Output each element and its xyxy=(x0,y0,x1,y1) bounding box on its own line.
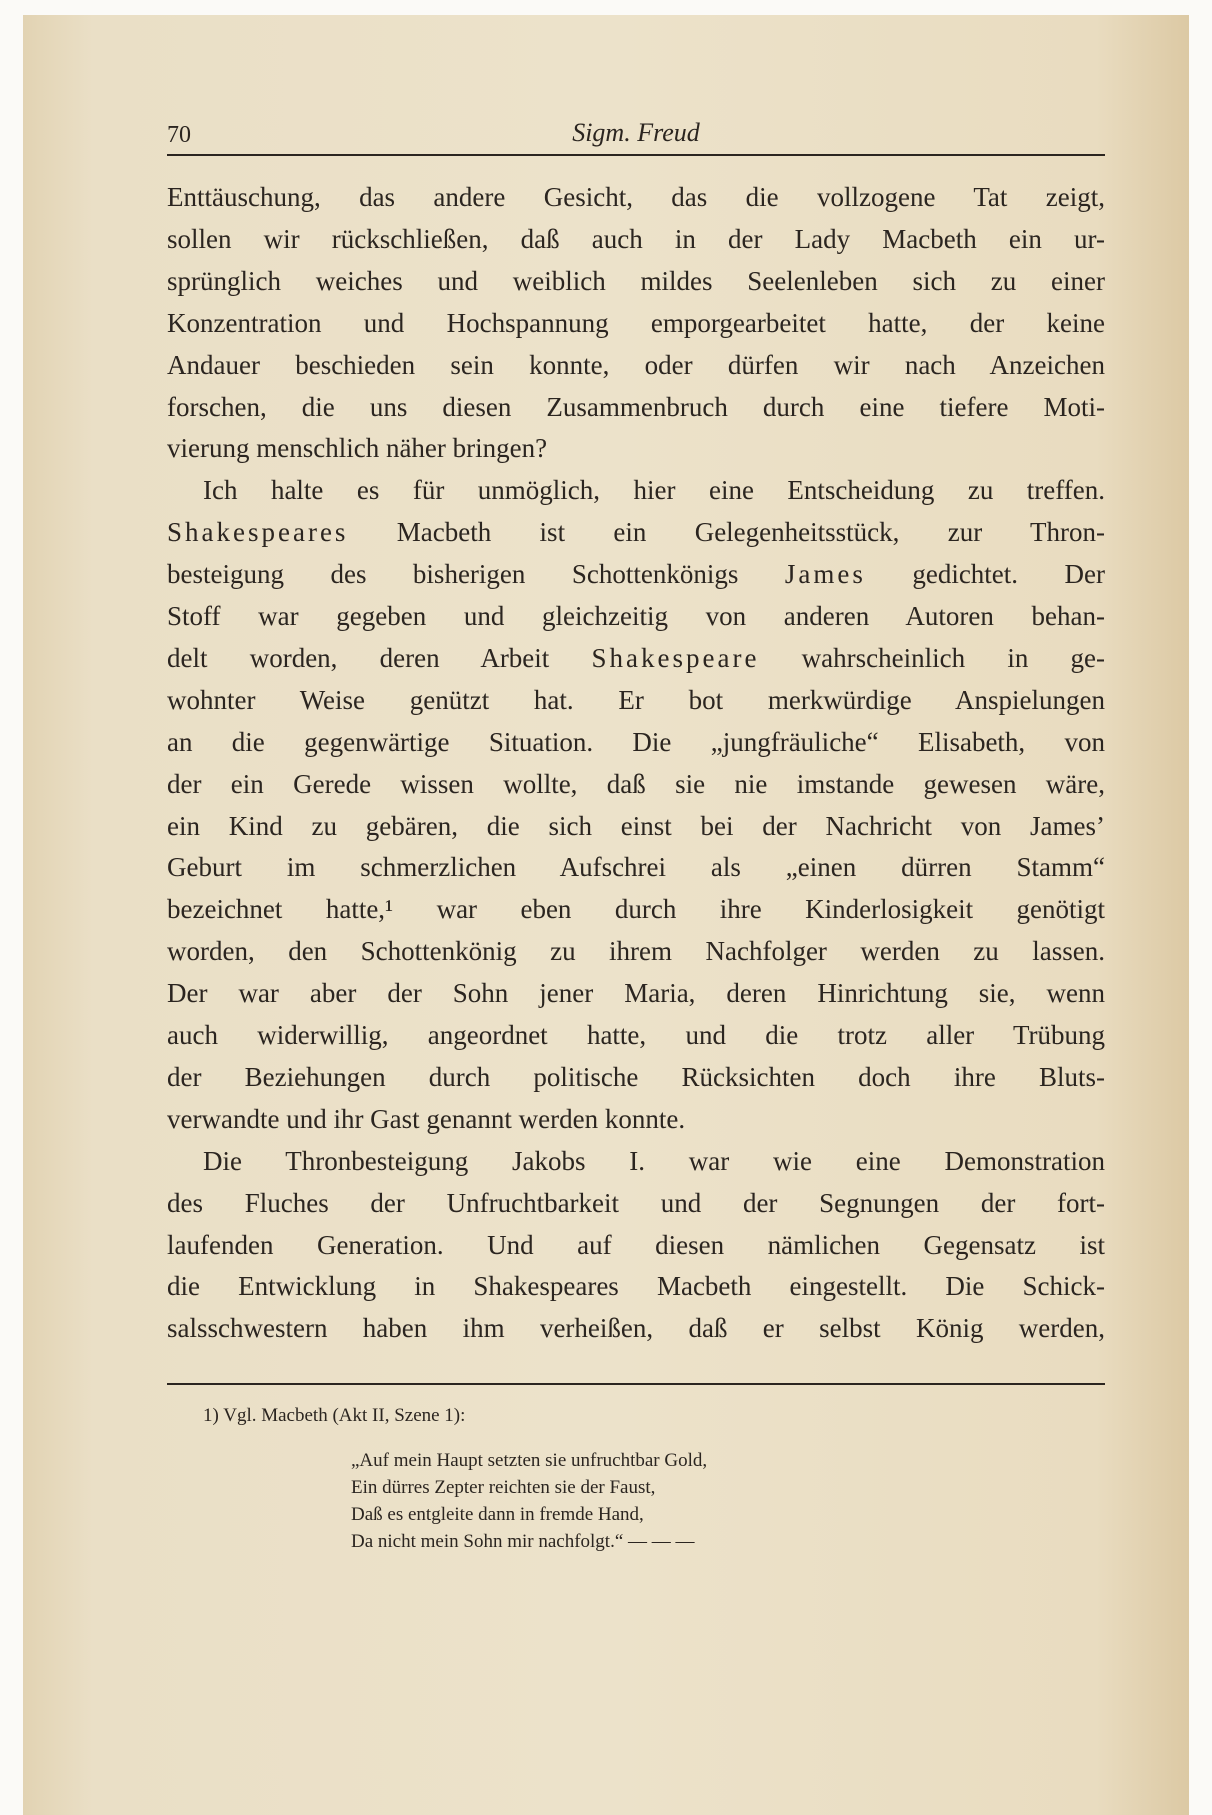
text-line: besteigung des bisherigen Schottenkönigs James gedichtet. Der xyxy=(167,559,1106,590)
text-line: delt worden, deren Arbeit Shakespeare wahrscheinlich in ge- xyxy=(167,642,1106,673)
text-line: der Beziehungen durch politische Rücksichten doch ihre Bluts- xyxy=(167,1061,1105,1092)
letterspaced-word: Shakespeare xyxy=(591,642,760,673)
footnote-verse-line: Da nicht mein Sohn mir nachfolgt.“ — — — xyxy=(351,1531,695,1552)
running-head: Sigm. Freud xyxy=(572,118,700,147)
footnote-rule xyxy=(167,1383,1105,1385)
letterspaced-word: James xyxy=(784,559,866,590)
text-line: forschen, die uns diesen Zusammenbruch durch eine tiefere Moti- xyxy=(167,391,1105,422)
text-line: bezeichnet hatte,¹ war eben durch ihre Kinderlosigkeit genötigt xyxy=(167,894,1105,925)
footnote-verse-line: Daß es entgleite dann in fremde Hand, xyxy=(351,1504,644,1525)
text-line: laufenden Generation. Und auf diesen nämlichen Gegensatz ist xyxy=(167,1229,1105,1260)
text-line: der ein Gerede wissen wollte, daß sie nie imstande gewesen wäre, xyxy=(167,768,1105,799)
text-line: Stoff war gegeben und gleichzeitig von anderen Autoren behan- xyxy=(167,601,1105,631)
text-line: sollen wir rückschließen, daß auch in der Lady Macbeth ein ur- xyxy=(167,223,1105,254)
text-line: ein Kind zu gebären, die sich einst bei der Nachricht von James’ xyxy=(167,810,1105,841)
text-line: Andauer beschieden sein konnte, oder dürfen wir nach Anzeichen xyxy=(167,349,1105,380)
text-line: Der war aber der Sohn jener Maria, deren Hinrichtung sie, wenn xyxy=(167,978,1105,1009)
text-line: Konzentration und Hochspannung emporgearbeitet hatte, der keine xyxy=(167,307,1105,338)
text-line: Shakespeares Macbeth ist ein Gelegenheitsstück, zur Thron- xyxy=(167,517,1105,548)
text-line: Die Thronbesteigung Jakobs I. war wie eine Demonstration xyxy=(203,1145,1105,1176)
text-line: verwandte und ihr Gast genannt werden konnte. xyxy=(167,1103,686,1134)
text-line: vierung menschlich näher bringen? xyxy=(167,433,548,464)
text-line: Ich halte es für unmöglich, hier eine Entscheidung zu treffen. xyxy=(203,475,1105,506)
text-line: Geburt im schmerzlichen Aufschrei als „einen dürren Stamm“ xyxy=(167,852,1105,883)
footnote-verse-line: „Auf mein Haupt setzten sie unfruchtbar Gold, xyxy=(351,1450,708,1471)
page-header xyxy=(167,118,1105,152)
text-line: die Entwicklung in Shakespeares Macbeth eingestellt. Die Schick- xyxy=(167,1271,1105,1302)
text-line: salsschwestern haben ihm verheißen, daß er selbst König werden, xyxy=(167,1313,1105,1344)
header-rule xyxy=(167,154,1105,156)
text-line: auch widerwillig, angeordnet hatte, und die trotz aller Trübung xyxy=(167,1020,1105,1050)
text-line: sprünglich weiches und weiblich mildes Seelenleben sich zu einer xyxy=(167,265,1105,296)
text-line: wohnter Weise genützt hat. Er bot merkwürdige Anspielungen xyxy=(167,684,1105,715)
text-line: Enttäuschung, das andere Gesicht, das die vollzogene Tat zeigt, xyxy=(167,182,1105,212)
page-number: 70 xyxy=(167,122,191,148)
letterspaced-word: Shakespeares xyxy=(167,517,349,548)
text-line: des Fluches der Unfruchtbarkeit und der Segnungen der fort- xyxy=(167,1187,1105,1218)
footnote-verse-line: Ein dürres Zepter reichten sie der Faust, xyxy=(351,1477,656,1498)
text-line: worden, den Schottenkönig zu ihrem Nachfolger werden zu lassen. xyxy=(167,936,1105,967)
text-line: an die gegenwärtige Situation. Die „jungfräuliche“ Elisabeth, von xyxy=(167,726,1105,757)
footnote-reference: 1) Vgl. Macbeth (Akt II, Szene 1): xyxy=(203,1405,466,1426)
